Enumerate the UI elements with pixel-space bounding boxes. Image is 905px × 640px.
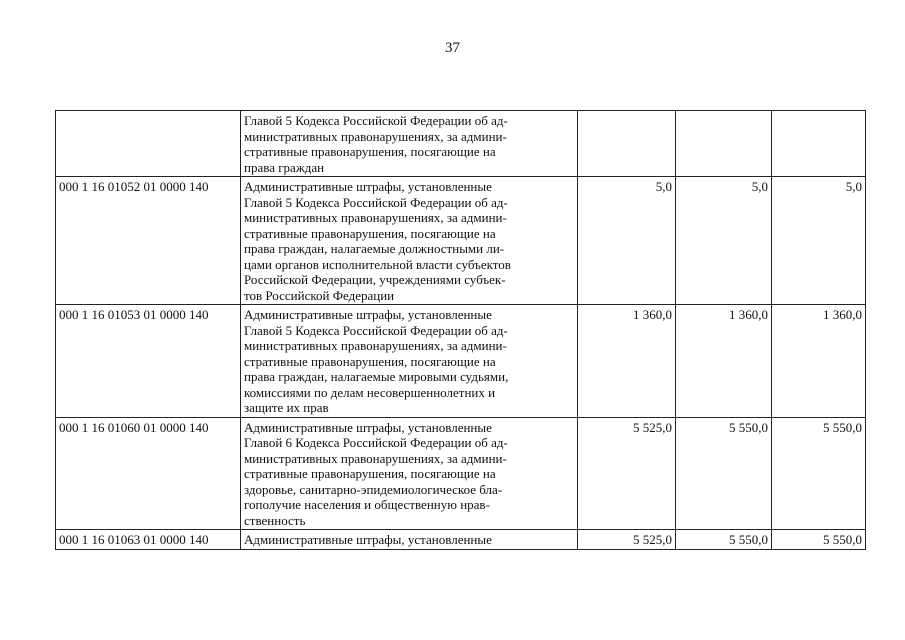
budget-table-body <box>56 111 866 550</box>
row-code: 000 1 16 01060 01 0000 140 <box>56 417 241 530</box>
name-line: стративные правонарушения, посягающие на <box>244 225 496 241</box>
budget-table <box>55 110 866 550</box>
row-value-3 <box>772 111 866 177</box>
row-value-2: 1 360,0 <box>676 305 772 418</box>
name-line: здоровье, санитарно-эпидемиологическое бла- <box>244 481 503 497</box>
name-line: стративные правонарушения, посягающие на <box>244 353 496 369</box>
name-line: права граждан, налагаемые мировыми судьями, <box>244 369 509 384</box>
row-value-1 <box>578 111 676 177</box>
table-row <box>56 177 866 305</box>
row-code: 000 1 16 01052 01 0000 140 <box>56 177 241 305</box>
table-row <box>56 417 866 530</box>
name-line: Главой 5 Кодекса Российской Федерации об ад- <box>244 113 508 128</box>
table-row <box>56 111 866 177</box>
name-line: права граждан, налагаемые должностными ли- <box>244 241 505 256</box>
page-number: 37 <box>445 40 460 56</box>
name-line: Административные штрафы, установленные <box>244 179 492 194</box>
name-line: права граждан <box>244 159 325 175</box>
name-line: министративных правонарушениях, за админи- <box>244 210 507 225</box>
name-line: министративных правонарушениях, за админи- <box>244 128 507 144</box>
name-line: стративные правонарушения, посягающие на <box>244 144 496 159</box>
row-value-3: 5 550,0 <box>772 530 866 550</box>
name-line: комиссиями по делам несовершеннолетних и <box>244 384 496 400</box>
row-value-1: 1 360,0 <box>578 305 676 418</box>
row-name <box>241 417 578 530</box>
row-value-1: 5 525,0 <box>578 417 676 530</box>
name-line: защите их прав <box>244 400 329 415</box>
name-line: Главой 6 Кодекса Российской Федерации об ад- <box>244 435 508 450</box>
row-name <box>241 177 578 305</box>
name-line: Главой 5 Кодекса Российской Федерации об ад- <box>244 194 508 210</box>
name-line: Административные штрафы, установленные <box>244 419 492 435</box>
name-line: гополучие населения и общественную нрав- <box>244 497 490 512</box>
name-line: Административные штрафы, установленные <box>244 307 492 322</box>
name-line: Российской Федерации, учреждениями субъек- <box>244 272 506 287</box>
row-code: 000 1 16 01063 01 0000 140 <box>56 530 241 550</box>
name-line: стративные правонарушения, посягающие на <box>244 466 496 481</box>
row-value-2 <box>676 111 772 177</box>
table-row <box>56 530 866 550</box>
table-row <box>56 305 866 418</box>
row-value-2: 5 550,0 <box>676 530 772 550</box>
name-line: ственность <box>244 512 306 528</box>
name-line: цами органов исполнительной власти субъектов <box>244 256 511 272</box>
name-line: Административные штрафы, установленные <box>244 532 492 547</box>
name-line: Главой 5 Кодекса Российской Федерации об ад- <box>244 322 508 338</box>
name-line: министративных правонарушениях, за админи- <box>244 450 507 466</box>
row-name <box>241 111 578 177</box>
row-value-2: 5 550,0 <box>676 417 772 530</box>
row-value-3: 5,0 <box>772 177 866 305</box>
row-code: 000 1 16 01053 01 0000 140 <box>56 305 241 418</box>
row-name <box>241 305 578 418</box>
row-value-3: 1 360,0 <box>772 305 866 418</box>
row-value-2: 5,0 <box>676 177 772 305</box>
row-code <box>56 111 241 177</box>
name-line: тов Российской Федерации <box>244 287 395 303</box>
row-value-1: 5,0 <box>578 177 676 305</box>
row-value-3: 5 550,0 <box>772 417 866 530</box>
row-value-1: 5 525,0 <box>578 530 676 550</box>
row-name <box>241 530 578 550</box>
name-line: министративных правонарушениях, за админи- <box>244 338 507 353</box>
